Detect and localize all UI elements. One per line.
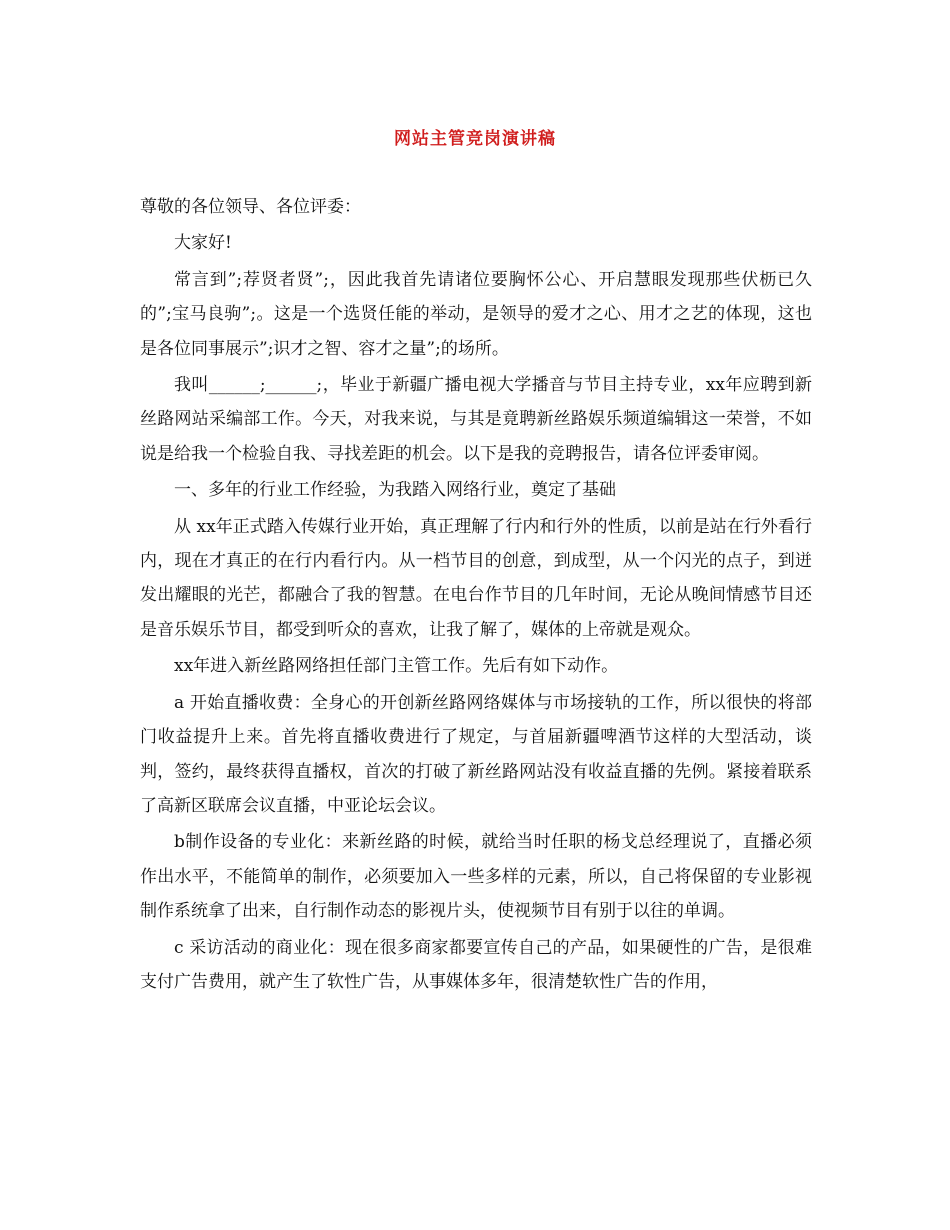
paragraph-item-a: a 开始直播收费：全身心的开创新丝路网络媒体与市场接轨的工作，所以很快的将部门收益提升上来。首先将直播收费进行了规定，与首届新疆啤酒节这样的大型活动，谈判，签约，最终获得直播权，首次的打破了新丝路网站没有收益直播的先例。紧接着联系了高新区联席会议直播，中亚论坛会议。	[140, 692, 812, 816]
paragraph-self-introduction: 我叫______;______;，毕业于新疆广播电视大学播音与节目主持专业，xx年应聘到新丝路网站采编部工作。今天，对我来说，与其是竟聘新丝路娱乐频道编辑这一荣誉，不如说是给我一个检验自我、寻找差距的机会。以下是我的竞聘报告，请各位评委审阅。	[140, 375, 812, 464]
document-body	[140, 190, 812, 1001]
section-heading-1: 一、多年的行业工作经验，为我踏入网络行业，奠定了基础	[174, 480, 616, 501]
salutation: 尊敬的各位领导、各位评委：	[140, 197, 361, 217]
paragraph-greeting: 大家好!	[174, 233, 232, 254]
paragraph-intro: 常言到”;荐贤者贤”;，因此我首先请诸位要胸怀公心、开启慧眼发现那些伏枥已久的”;宝马良驹”;。这是一个选贤任能的举动，是领导的爱才之心、用才之艺的体现，这也是各位同事展示”;识才之智、容才之量”;的场所。	[140, 269, 812, 359]
document-title: 网站主管竞岗演讲稿	[394, 129, 556, 149]
paragraph-supervisor: xx年进入新丝路网络担任部门主管工作。先后有如下动作。	[174, 656, 619, 677]
paragraph-item-b: b制作设备的专业化：来新丝路的时候，就给当时任职的杨戈总经理说了，直播必须作出水平，不能简单的制作，必须要加入一些多样的元素，所以，自己将保留的专业影视制作系统拿了出来，自行制作动态的影视片头，使视频节目有别于以往的单调。	[140, 832, 812, 922]
paragraph-item-c: c 采访活动的商业化：现在很多商家都要宣传自己的产品，如果硬性的广告，是很难支付广告费用，就产生了软性广告，从事媒体多年，很清楚软性广告的作用，	[140, 937, 812, 992]
paragraph-experience: 从 xx年正式踏入传媒行业开始，真正理解了行内和行外的性质，以前是站在行外看行内，现在才真正的在行内看行内。从一档节目的创意，到成型，从一个闪光的点子，到迸发出耀眼的光芒，都融合了我的智慧。在电台作节目的几年时间，无论从晚间情感节目还是音乐娱乐节目，都受到听众的喜欢，让我了解了，媒体的上帝就是观众。	[140, 516, 812, 640]
